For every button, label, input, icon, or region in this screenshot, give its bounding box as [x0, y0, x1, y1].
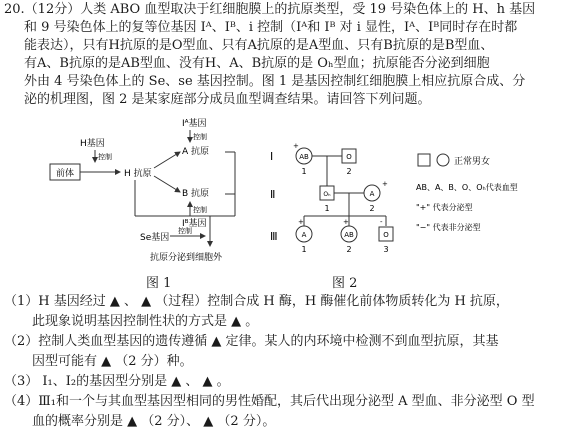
legend-minus: "−" 代表非分泌型	[416, 223, 481, 232]
question-line-2: 和 9 号染色体上的复等位基因 Iᴬ、Iᴮ、i 控制（Iᴬ和 Iᴮ 对 i 显性，Iᴬ、Iᴮ同时存在时都	[24, 20, 518, 35]
question-line-6: 泌的机理图，图 2 是某家庭部分成员血型调查结果。请回答下列问题。	[24, 92, 431, 107]
legend-blood: AB、A、B、O、Oₕ代表血型	[416, 183, 518, 192]
figure-2	[268, 140, 568, 270]
III1-mark: +	[298, 218, 304, 226]
II2-num: 2	[369, 204, 375, 213]
sub-question-2a: （2）控制人类血型基因的遗传遵循 ▲ 定律。某人的内环境中检测不到血型抗原，其基	[4, 334, 499, 349]
fig1-control-4: 控制	[178, 227, 192, 235]
fig1-h-antigen: H 抗原	[124, 169, 152, 179]
figure-2-caption: 图 2	[332, 276, 358, 291]
fig1-secreted: 抗原分泌到细胞外	[150, 253, 223, 263]
III2-mark: +	[343, 218, 349, 226]
fig1-ib-gene: Iᴮ基因	[182, 219, 207, 229]
II1-num: 1	[324, 204, 330, 213]
fig1-control-2: 控制	[193, 133, 207, 141]
I2-num: 2	[346, 167, 352, 176]
III1-num: 1	[301, 245, 307, 254]
fig1-ia-gene: Iᴬ基因	[182, 119, 207, 129]
fig1-control-3: 控制	[193, 206, 207, 214]
II2-mark: +	[382, 180, 388, 188]
sub-question-3: （3） I₁、I₂的基因型分别是 ▲ 、 ▲ 。	[4, 374, 230, 389]
III3-num: 3	[383, 245, 389, 254]
gen-label-I: Ⅰ	[270, 150, 274, 163]
sub-question-4b: 血的概率分别是 ▲ （2 分）、 ▲ （2 分）。	[32, 414, 276, 429]
gen-label-III: Ⅲ	[270, 230, 278, 243]
fig1-precursor: 前体	[55, 169, 75, 179]
gen-label-II: Ⅱ	[270, 188, 276, 201]
sub-question-1b: 此现象说明基因控制性状的方式是 ▲ 。	[32, 314, 259, 329]
sub-question-4a: （4）Ⅲ₁和一个与其血型基因型相同的男性婚配，其后代出现分泌型 A 型血、非分泌型 O 型	[4, 394, 535, 409]
II1-type: Oₕ	[323, 191, 331, 198]
question-line-3: 能表达），只有H抗原的是O型血、只有A抗原的是A型血、只有B抗原的是B型血、	[24, 38, 494, 53]
sub-question-2b: 因型可能有 ▲ （2 分）种。	[32, 354, 193, 369]
I1-type: AB	[299, 153, 309, 161]
legend-normal: 正常男女	[454, 157, 491, 167]
figure-1	[40, 112, 280, 272]
fig1-b-antigen: B 抗原	[182, 189, 210, 199]
III3-mark: -	[380, 218, 383, 226]
fig1-se-gene: Se基因	[140, 233, 170, 243]
fig1-control-1: 控制	[98, 153, 112, 161]
legend-male-symbol	[418, 154, 430, 166]
II2-type: A	[369, 190, 375, 198]
figure-1-caption: 图 1	[146, 276, 172, 291]
fig1-a-antigen: A 抗原	[182, 147, 210, 157]
fig1-h-gene: H基因	[80, 139, 105, 149]
III1-type: A	[301, 231, 307, 239]
question-line-1: 20.（12分）人类 ABO 血型取决于红细胞膜上的抗原类型，受 19 号染色体上的 H、h 基因	[4, 2, 536, 17]
I1-mark: +	[293, 142, 299, 150]
III2-type: AB	[344, 231, 354, 239]
legend-plus: "+" 代表分泌型	[416, 203, 473, 212]
question-line-5: 外由 4 号染色体上的 Se、se 基因控制。图 1 是基因控制红细胞膜上相应抗原合成、分	[24, 74, 526, 89]
I1-num: 1	[301, 167, 307, 176]
III3-type: O	[383, 231, 389, 239]
I2-type: O	[346, 153, 352, 161]
legend-female-symbol	[437, 154, 449, 166]
question-line-4: 有A、B抗原的是AB型血、没有H、A、B抗原的是 Oₕ型血；抗原能否分泌到细胞	[24, 56, 490, 71]
III2-num: 2	[346, 245, 352, 254]
sub-question-1a: （1）H 基因经过 ▲ 、 ▲ （过程）控制合成 H 酶，H 酶催化前体物质转化为 H 抗原，	[4, 294, 509, 309]
